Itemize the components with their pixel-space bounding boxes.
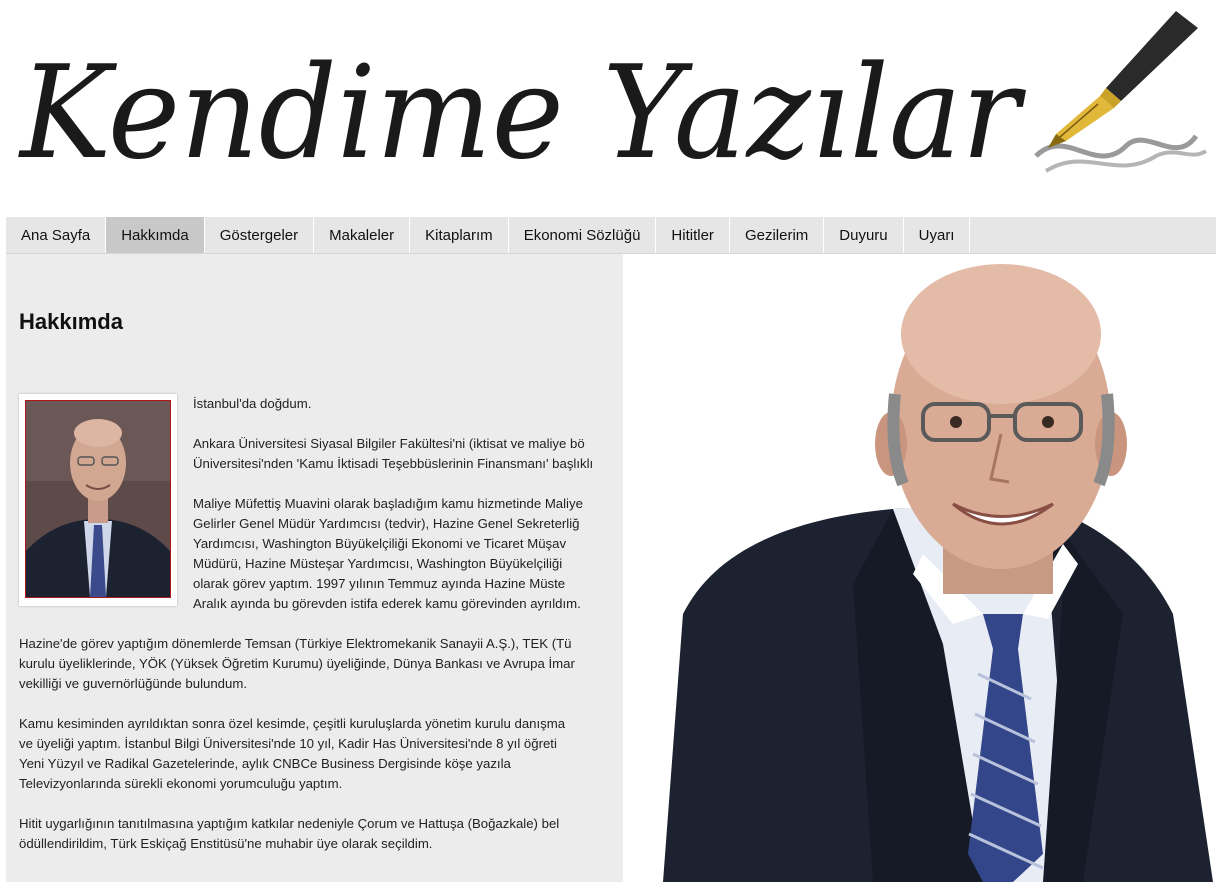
site-logo[interactable]	[14, 12, 1044, 212]
bio-line: ve üyeliği yaptım. İstanbul Bilgi Üniversitesi'nde 10 yıl, Kadir Has Üniversitesi'nde 8 yıl öğreti	[19, 736, 557, 751]
bio-line: vekilliği ve guvernörlüğünde bulundum.	[19, 676, 247, 691]
bio-line: Ankara Üniversitesi Siyasal Bilgiler Fakültesi'ni (iktisat ve maliye bö	[193, 436, 585, 451]
bio-line: olarak görev yaptım. 1997 yılının Temmuz ayında Hazine Müste	[193, 576, 566, 591]
bio-text	[6, 254, 623, 882]
main-nav	[6, 217, 1216, 254]
bio-line: kurulu üyeliklerinde, YÖK (Yüksek Öğretim Kurumu) üyeliğinde, Dünya Bankası ve Avrupa İmar	[19, 656, 575, 671]
fountain-pen-icon	[1026, 6, 1216, 186]
bio-line: Müdürü, Hazine Müsteşar Yardımcısı, Washington Büyükelçiliği	[193, 556, 563, 571]
bio-line: Yardımcısı, Washington Büyükelçiliği Ekonomi ve Ticaret Müşav	[193, 536, 567, 551]
page-title: Hakkımda	[19, 309, 123, 334]
nav-item-gostergeler[interactable]: Göstergeler	[205, 217, 314, 253]
bio-line: Hazine'de görev yaptığım dönemlerde Temsan (Türkiye Elektromekanik Sanayii A.Ş.), TEK (Tü	[19, 636, 572, 651]
nav-item-kitaplarim[interactable]: Kitaplarım	[410, 217, 509, 253]
nav-item-makaleler[interactable]: Makaleler	[314, 217, 410, 253]
nav-item-gezilerim[interactable]: Gezilerim	[730, 217, 824, 253]
site-logo-text: Kendime Yazılar	[18, 39, 1027, 188]
nav-item-ana-sayfa[interactable]: Ana Sayfa	[6, 217, 106, 253]
bio-line: Hitit uygarlığının tanıtılmasına yaptığım katkılar nedeniyle Çorum ve Hattuşa (Boğazkale) bel	[19, 816, 560, 831]
nav-item-hakkimda[interactable]: Hakkımda	[106, 217, 205, 253]
portrait-photo	[623, 254, 1222, 882]
bio-line: Maliye Müfettiş Muavini olarak başladığım kamu hizmetinde Maliye	[193, 496, 583, 511]
bio-line: İstanbul'da doğdum.	[193, 396, 312, 411]
bio-line: Üniversitesi'nden 'Kamu İktisadi Teşebbüslerinin Finansmanı' başlıklı	[193, 456, 594, 471]
nav-item-duyuru[interactable]: Duyuru	[824, 217, 903, 253]
bio-line: Yeni Yüzyıl ve Radikal Gazetelerinde, aylık CNBCe Business Dergisinde köşe yazıla	[19, 756, 511, 771]
bio-line: ödüllendirildim, Türk Eskiçağ Enstitüsü'ne muhabir üye olarak seçildim.	[19, 836, 433, 851]
nav-item-uyari[interactable]: Uyarı	[904, 217, 971, 253]
bio-line: Gelirler Genel Müdür Yardımcısı (tedvir), Hazine Genel Sekreterliğ	[193, 516, 580, 531]
bio-line: Aralık ayında bu görevden istifa ederek kamu görevinden ayrıldım.	[193, 596, 581, 611]
nav-item-ekonomi-sozlugu[interactable]: Ekonomi Sözlüğü	[509, 217, 657, 253]
bio-line: Kamu kesiminden ayrıldıktan sonra özel kesimde, çeşitli kuruluşlarda yönetim kurulu danışma	[19, 716, 566, 731]
bio-line: Televizyonlarında sürekli ekonomi yorumculuğu yaptım.	[19, 776, 343, 791]
nav-item-hititler[interactable]: Hititler	[656, 217, 730, 253]
site-header	[6, 6, 1216, 216]
main-content	[6, 254, 623, 882]
